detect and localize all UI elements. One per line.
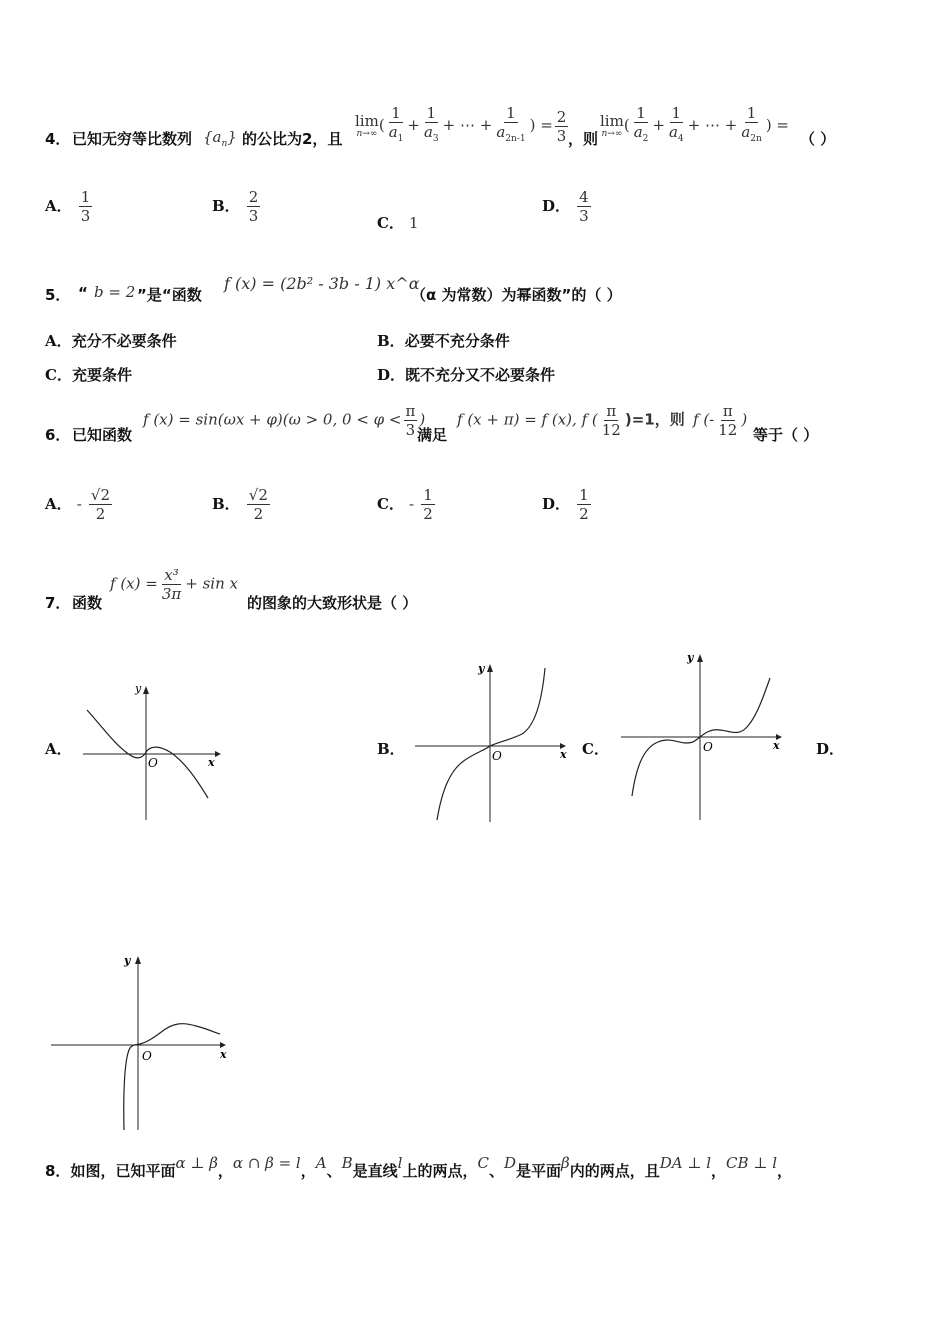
q4-sequence: $\{a_n\}$: [203, 128, 237, 149]
q4-option-b[interactable]: [212, 188, 262, 225]
q6-option-c[interactable]: C． - $\frac{1}{2}$: [377, 486, 433, 523]
option-label: D．: [542, 197, 571, 215]
q7-text-2: 的图象的大致形状是（ ）: [247, 594, 418, 612]
q7-number: 7．: [45, 594, 71, 612]
option-label: C．: [45, 366, 72, 384]
q5-condition: b = 2: [94, 283, 136, 301]
q5-text-1: ”是“函数: [137, 286, 202, 304]
q5-option-d[interactable]: [377, 364, 555, 385]
q6-option-a[interactable]: A． - $\frac{√2}{2}$: [45, 486, 111, 523]
option-value: $\frac{2}{3}$: [248, 188, 259, 225]
q6-text-3: 等于（ ）: [753, 426, 819, 444]
option-value: $\frac{1}{2}$: [579, 486, 589, 523]
option-label: A．: [45, 495, 72, 513]
q6-text-1: 已知函数: [72, 426, 133, 444]
origin-label: O: [492, 749, 502, 763]
y-label: y: [135, 682, 142, 695]
q7-option-a-label[interactable]: A．: [45, 740, 72, 758]
x-label: x: [560, 748, 567, 761]
q6-option-d[interactable]: [542, 486, 593, 523]
q7-option-d-label[interactable]: D．: [816, 740, 845, 758]
option-label: D．: [377, 366, 406, 384]
option-label: B．: [212, 197, 240, 215]
y-axis-arrow: [487, 664, 493, 672]
q5-option-a[interactable]: [45, 330, 177, 351]
option-label: A．: [45, 197, 72, 215]
q4-text-1: 已知无穷等比数列: [72, 130, 193, 148]
x-label: x: [220, 1048, 227, 1061]
x-label: x: [773, 739, 780, 752]
option-value: $\frac{1}{3}$: [80, 188, 91, 225]
q4-answer-blank: （ ）: [800, 130, 836, 148]
q8-number: 8．: [45, 1162, 71, 1180]
y-axis-arrow: [135, 956, 141, 964]
option-label: B．: [377, 332, 405, 350]
q8-line: 8．如图，已知平面α ⊥ β，α ∩ β = l，A、B是直线l上的两点，C、D是平面β内的两点，且DA ⊥ l，CB ⊥ l，: [45, 1154, 793, 1180]
q7-graph-a[interactable]: [75, 680, 225, 825]
q4-limit-2: lim n→∞ ( $\frac{1}{a_2}$ + $\frac{1}{a_4}$ + ⋯ + $\frac{1}{a_{2n}}$ ) =: [600, 104, 790, 144]
option-value: $\frac{4}{3}$: [579, 188, 589, 225]
q7-graph-c[interactable]: [618, 648, 788, 825]
q7-option-c-label[interactable]: C．: [582, 740, 609, 758]
q5-open-quote: “: [78, 284, 88, 302]
option-value: $\frac{1}{2}$: [423, 486, 433, 523]
option-value: 1: [409, 214, 419, 232]
q4-number: 4．: [45, 130, 71, 148]
y-axis-arrow: [697, 654, 703, 662]
q6-number: 6．: [45, 426, 71, 444]
q7-option-b-label[interactable]: B．: [377, 740, 405, 758]
q7-graph-b[interactable]: [410, 660, 575, 825]
x-label: x: [208, 756, 215, 769]
option-value: $\frac{√2}{2}$: [248, 486, 268, 523]
option-label: D．: [542, 495, 571, 513]
y-label: y: [478, 662, 485, 675]
q4-then: ，则: [568, 130, 599, 148]
option-value: $\frac{√2}{2}$: [90, 486, 111, 523]
option-label: C．: [377, 214, 404, 232]
q5-function: f (x) = (2b² - 3b - 1) x^α: [224, 274, 420, 293]
q4-text-2: 的公比为2，且: [242, 130, 343, 148]
q5-option-b[interactable]: [377, 330, 510, 351]
q6-ask: f (- $\frac{\pi}{12}$ ): [693, 402, 748, 439]
q7-text-1: 函数: [72, 594, 103, 612]
q4-option-c[interactable]: [377, 212, 419, 233]
q5-option-c[interactable]: [45, 364, 132, 385]
y-label: y: [124, 954, 131, 967]
x-axis-arrow: [215, 751, 221, 757]
q6-condition: f (x + π) = f (x), f ( $\frac{\pi}{12}$ )=1，则: [457, 402, 685, 439]
q4-limit-1: lim n→∞ ( $\frac{1}{a_1}$ + $\frac{1}{a_3}$ + ⋯ + $\frac{1}{a_{2n-1}}$ ) = $\frac{2}{3}$: [355, 104, 567, 145]
y-label: y: [687, 651, 694, 664]
y-axis-arrow: [143, 686, 149, 694]
q6-function: f (x) = sin(ωx + φ)(ω > 0, 0 < φ < $\frac{\pi}{3}$ ): [143, 402, 426, 439]
q4-option-a[interactable]: [45, 188, 94, 225]
origin-label: O: [148, 756, 158, 770]
curve: [437, 668, 545, 820]
q5-text-2: （α 为常数）为幂函数”的（ ）: [411, 286, 622, 304]
option-label: A．: [45, 332, 72, 350]
option-label: C．: [377, 495, 404, 513]
option-text: 必要不充分条件: [404, 332, 510, 350]
option-text: 既不充分又不必要条件: [405, 366, 556, 384]
q6-text-2: 满足: [417, 426, 448, 444]
q6-option-b[interactable]: [212, 486, 272, 523]
option-text: 充要条件: [71, 366, 132, 384]
q5-number: 5．: [45, 286, 71, 304]
option-label: B．: [212, 495, 240, 513]
q4-option-d[interactable]: [542, 188, 593, 225]
option-text: 充分不必要条件: [71, 332, 177, 350]
q7-graph-d[interactable]: [48, 948, 238, 1133]
origin-label: O: [142, 1049, 152, 1063]
origin-label: O: [703, 740, 713, 754]
q7-function: f (x) = $\frac{\text{x³}}{3\pi}$ + sin x: [110, 566, 238, 603]
